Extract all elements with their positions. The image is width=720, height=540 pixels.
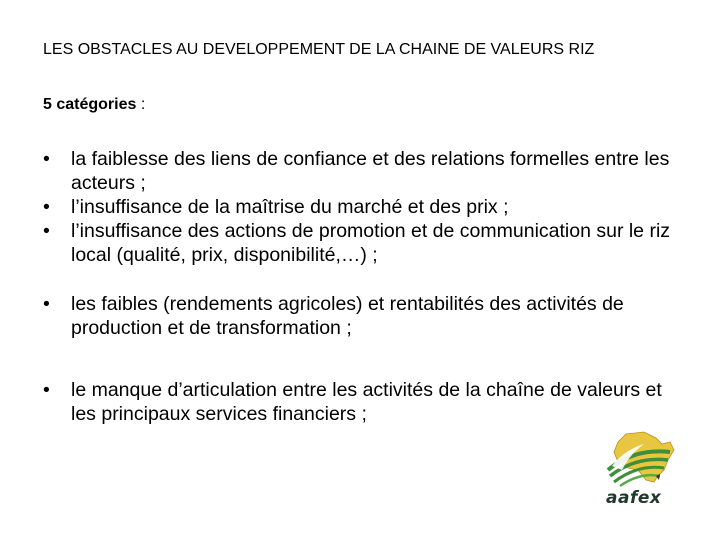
bullet-dot: • [43,293,50,315]
bullet-text: l’insuffisance des actions de promotion et de communication sur le riz local (qualité, prix, disponibilité,…) ; [71,220,671,266]
bullet-list [43,147,683,426]
bullet-text: le manque d’articulation entre les activités de la chaîne de valeurs et les principaux services financiers ; [71,379,662,425]
subtitle [43,96,145,114]
bullet-item [43,147,683,195]
subtitle-bold: 5 catégories [43,96,137,113]
bullet-text: les faibles (rendements agricoles) et rentabilités des activités de production et de transformation ; [71,293,624,339]
bullet-dot: • [43,379,50,401]
bullet-item [43,195,683,219]
bullet-dot: • [43,148,50,170]
logo-text: aafex [606,488,662,508]
subtitle-colon: : [136,96,146,113]
bullet-text: l’insuffisance de la maîtrise du marché et des prix ; [71,196,509,218]
bullet-item [43,378,683,426]
bullet-dot: • [43,220,50,242]
slide-title: LES OBSTACLES AU DEVELOPPEMENT DE LA CHAINE DE VALEURS RIZ [43,41,595,58]
bullet-item [43,219,683,267]
bullet-item [43,292,683,340]
bullet-text: la faiblesse des liens de confiance et des relations formelles entre les acteurs ; [71,148,670,194]
bullet-dot: • [43,196,50,218]
